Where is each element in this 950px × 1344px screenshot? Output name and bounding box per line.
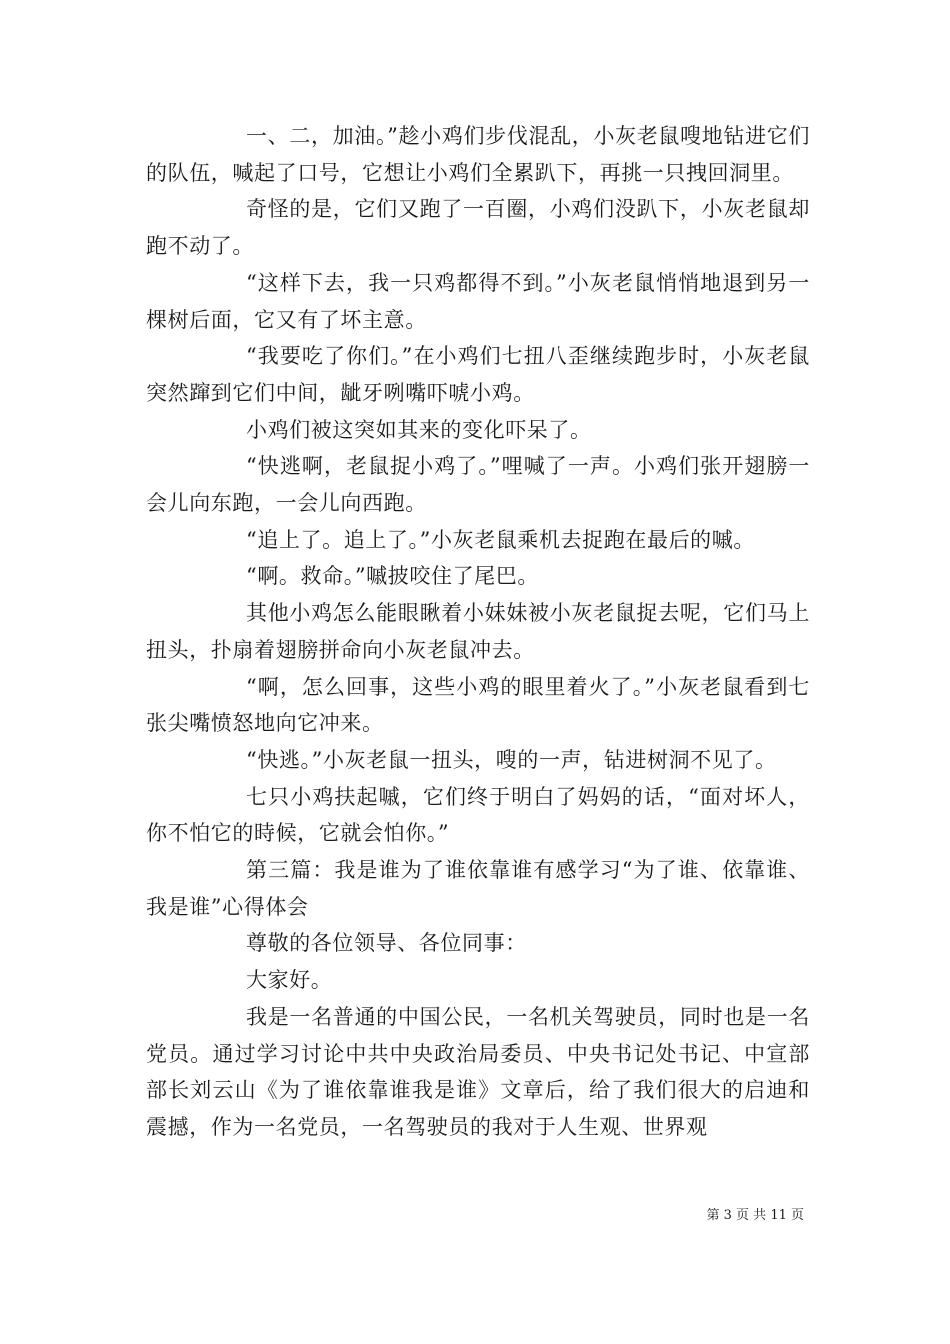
paragraph: 奇怪的是，它们又跑了一百圈，小鸡们没趴下，小灰老鼠却跑不动了。	[146, 197, 810, 259]
section-heading: 第三篇：我是谁为了谁依靠谁有感学习“为了谁、依靠谁、我是谁”心得体会	[146, 858, 810, 919]
paragraph: “我要吃了你们。”在小鸡们七扭八歪继续跑步时，小灰老鼠突然蹿到它们中间，龇牙咧嘴吓唬小鸡。	[146, 344, 810, 405]
paragraph: “这样下去，我一只鸡都得不到。”小灰老鼠悄悄地退到另一棵树后面，它又有了坏主意。	[146, 270, 810, 332]
paragraph: “啊，怎么回事，这些小鸡的眼里着火了。”小灰老鼠看到七张尖嘴愤怒地向它冲来。	[146, 674, 810, 736]
paragraph: 其他小鸡怎么能眼瞅着小妹妹被小灰老鼠捉去呢，它们马上扭头，扑扇着翅膀拼命向小灰老鼠冲去。	[146, 601, 810, 662]
paragraph: 我是一名普通的中国公民，一名机关驾驶员，同时也是一名党员。通过学习讨论中共中央政治局委员、中央书记处书记、中宣部部长刘云山《为了谁依靠谁我是谁》文章后，给了我们很大的启迪和震撼，作为一名党员，一名驾驶员的我对于人生观、世界观	[146, 1004, 810, 1139]
paragraph: 一、二，加油。”趁小鸡们步伐混乱，小灰老鼠嗖地钻进它们的队伍，喊起了口号，它想让小鸡们全累趴下，再挑一只拽回洞里。	[146, 124, 810, 185]
paragraph: 小鸡们被这突如其来的变化吓呆了。	[246, 417, 592, 442]
paragraph: “啊。救命。”嘁披咬住了尾巴。	[246, 564, 539, 589]
paragraph: “快逃啊，老鼠捉小鸡了。”哩喊了一声。小鸡们张开翅膀一会儿向东跑，一会儿向西跑。	[146, 454, 810, 516]
document-body	[146, 118, 810, 1146]
paragraph: “快逃。”小灰老鼠一扭头，嗖的一声，钻进树洞不见了。	[246, 747, 777, 772]
paragraph: 七只小鸡扶起嘁，它们终于明白了妈妈的话，“面对坏人，你不怕它的時候，它就会怕你。”	[146, 784, 810, 846]
page-number-footer: 第 3 页 共 11 页	[706, 1208, 804, 1223]
paragraph: “追上了。追上了。”小灰老鼠乘机去捉跑在最后的嘁。	[246, 527, 755, 552]
salutation: 尊敬的各位领导、各位同事：	[246, 931, 527, 956]
greeting: 大家好。	[246, 968, 333, 993]
